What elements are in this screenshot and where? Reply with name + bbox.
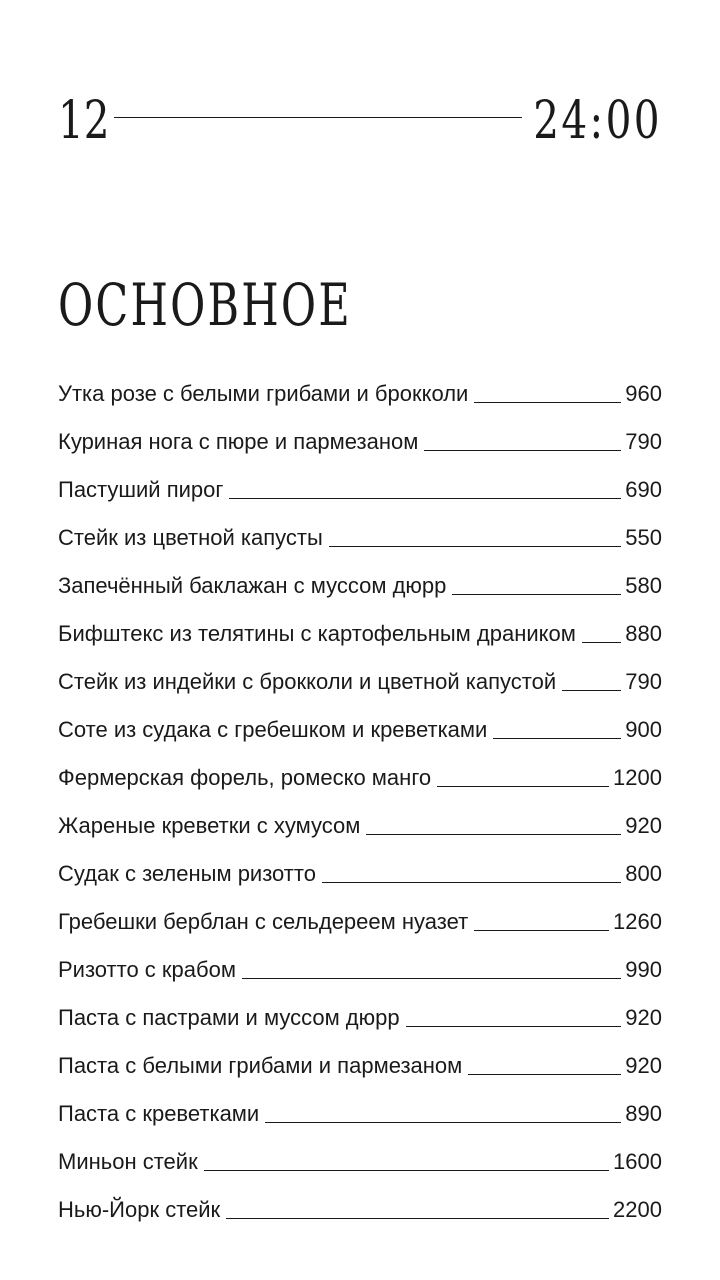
- menu-item: [58, 703, 662, 751]
- menu-item: [58, 1039, 662, 1087]
- menu-item: [58, 1087, 662, 1135]
- menu-item-price: 800: [625, 861, 662, 886]
- menu-item: [58, 847, 662, 895]
- menu-item-price: 900: [625, 717, 662, 742]
- menu-item-name: Запечённый баклажан с муссом дюрр: [58, 573, 447, 598]
- menu-item-leader-line: [406, 1026, 622, 1027]
- menu-item-price: 2200: [613, 1197, 662, 1222]
- section-title: ОСНОВНОЕ: [58, 271, 352, 339]
- menu-item-name: Куриная нога с пюре и пармезаном: [58, 429, 419, 454]
- menu-item-leader-line: [424, 450, 621, 451]
- menu-item-name: Пастуший пирог: [58, 477, 224, 502]
- menu-item-price: 580: [625, 573, 662, 598]
- opening-hours: [58, 86, 662, 156]
- menu-item-leader-line: [366, 834, 621, 835]
- menu-item-price: 920: [625, 813, 662, 838]
- menu-item-price: 1200: [613, 765, 662, 790]
- menu-item-leader-line: [226, 1218, 609, 1219]
- menu-item: [58, 367, 662, 415]
- menu-item-name: Утка розе с белыми грибами и брокколи: [58, 381, 469, 406]
- menu-item-name: Соте из судака с гребешком и креветками: [58, 717, 488, 742]
- menu-item-leader-line: [322, 882, 621, 883]
- menu-item-leader-line: [474, 930, 609, 931]
- menu-item-leader-line: [493, 738, 621, 739]
- menu-item-leader-line: [474, 402, 621, 403]
- menu-item: [58, 751, 662, 799]
- menu-item-leader-line: [437, 786, 609, 787]
- menu-item: [58, 655, 662, 703]
- menu-item: [58, 943, 662, 991]
- menu-item-price: 790: [625, 429, 662, 454]
- menu-item-name: Фермерская форель, ромеско манго: [58, 765, 432, 790]
- opening-time: 12: [58, 91, 110, 151]
- menu-item-leader-line: [242, 978, 621, 979]
- menu-item-name: Бифштекс из телятины с картофельным драником: [58, 621, 576, 646]
- menu-item-price: 690: [625, 477, 662, 502]
- menu-item-name: Паста с белыми грибами и пармезаном: [58, 1053, 463, 1078]
- menu-item-name: Паста с пастрами и муссом дюрр: [58, 1005, 400, 1030]
- menu-item-name: Ризотто с крабом: [58, 957, 236, 982]
- menu-item-leader-line: [204, 1170, 609, 1171]
- menu-item: [58, 895, 662, 943]
- menu-item-leader-line: [229, 498, 621, 499]
- menu-item-leader-line: [562, 690, 621, 691]
- menu-item-price: 1600: [613, 1149, 662, 1174]
- menu-list: [58, 367, 662, 1231]
- menu-item: [58, 799, 662, 847]
- menu-item-name: Паста с креветками: [58, 1101, 260, 1126]
- menu-item-price: 550: [625, 525, 662, 550]
- menu-item-price: 880: [625, 621, 662, 646]
- menu-item: [58, 607, 662, 655]
- menu-item-name: Стейк из цветной капусты: [58, 525, 323, 550]
- menu-item-name: Стейк из индейки с брокколи и цветной капустой: [58, 669, 557, 694]
- menu-item: [58, 1183, 662, 1231]
- menu-item: [58, 1135, 662, 1183]
- menu-item-price: 920: [625, 1053, 662, 1078]
- menu-item-name: Гребешки берблан с сельдереем нуазет: [58, 909, 469, 934]
- menu-item-price: 960: [625, 381, 662, 406]
- menu-item-leader-line: [265, 1122, 621, 1123]
- menu-item: [58, 559, 662, 607]
- menu-item-name: Судак с зеленым ризотто: [58, 861, 316, 886]
- menu-item: [58, 511, 662, 559]
- hours-divider-line: [114, 117, 522, 118]
- menu-item-name: Миньон стейк: [58, 1149, 198, 1174]
- menu-item-price: 790: [625, 669, 662, 694]
- menu-item-leader-line: [452, 594, 621, 595]
- menu-item-price: 890: [625, 1101, 662, 1126]
- menu-item-price: 920: [625, 1005, 662, 1030]
- menu-item-leader-line: [582, 642, 621, 643]
- menu-item-price: 1260: [613, 909, 662, 934]
- menu-item: [58, 991, 662, 1039]
- closing-time: 24:00: [533, 91, 662, 151]
- menu-item-name: Жареные креветки с хумусом: [58, 813, 361, 838]
- menu-item: [58, 415, 662, 463]
- menu-item: [58, 463, 662, 511]
- menu-item-name: Нью-Йорк стейк: [58, 1197, 221, 1222]
- menu-item-price: 990: [625, 957, 662, 982]
- menu-item-leader-line: [329, 546, 622, 547]
- menu-item-leader-line: [468, 1074, 621, 1075]
